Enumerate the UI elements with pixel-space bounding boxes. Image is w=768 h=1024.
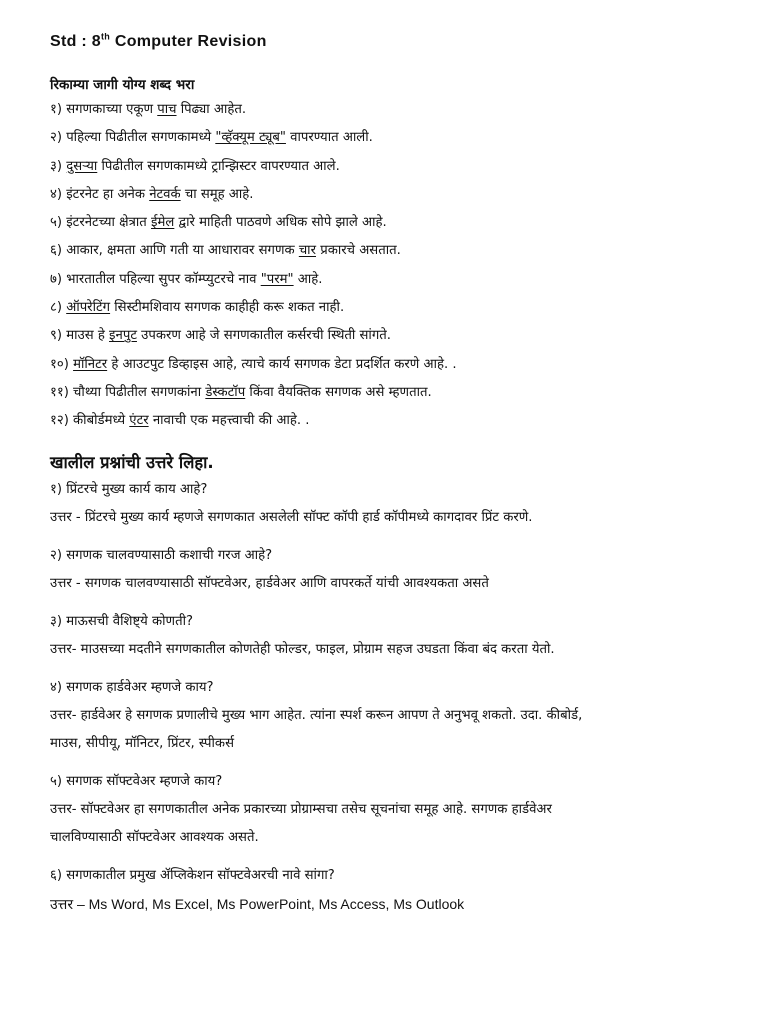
answer: उत्तर - सगणक चालवण्यासाठी सॉफ्टवेअर, हार्डवेअर आणि वापरकर्ते यांची आवश्यकता असते (50, 575, 489, 591)
list-item: ५) इंटरनेटच्या क्षेत्रात ईमेल द्वारे माहिती पाठवणे अधिक सोपे झाले आहे. (50, 215, 387, 231)
answer-blank: इनपुट (109, 328, 137, 344)
list-item: २) पहिल्या पिढीतील सगणकामध्ये "व्हॅक्यूम ट्यूब" वापरण्यात आली. (50, 130, 373, 146)
answer-blank: मॉनिटर (73, 356, 108, 372)
question: ४) सगणक हार्डवेअर म्हणजे काय? (50, 679, 214, 695)
qa-item (50, 476, 740, 532)
qa-item (50, 608, 740, 664)
list-item: १०) मॉनिटर हे आउटपुट डिव्हाइस आहे, त्याचे कार्य सगणक डेटा प्रदर्शित करणे आहे. . (50, 356, 457, 372)
list-item: १२) कीबोर्डमध्ये एंटर नावाची एक महत्त्वाची की आहे. . (50, 413, 310, 429)
list-item: ९) माउस हे इनपुट उपकरण आहे जे सगणकातील कर्सरची स्थिती सांगते. (50, 328, 391, 344)
qa-list (50, 476, 740, 918)
qa-item (50, 674, 740, 758)
question: ६) सगणकातील प्रमुख ॲप्लिकेशन सॉफ्टवेअरची नावे सांगा? (50, 867, 335, 883)
qa-heading: खालील प्रश्नांची उत्तरे लिहा. (50, 452, 214, 472)
list-item: ११) चौथ्या पिढीतील सगणकांना डेस्कटॉप किंवा वैयक्तिक सगणक असे म्हणतात. (50, 384, 432, 400)
answer-continued: माउस, सीपीयू, मॉनिटर, प्रिंटर, स्पीकर्स (50, 735, 234, 751)
answer: उत्तर- माउसच्या मदतीने सगणकातील कोणतेही फोल्डर, फाइल, प्रोग्राम सहज उघडता किंवा बंद करता येतो. (50, 641, 555, 657)
answer: उत्तर- सॉफ्टवेअर हा सगणकातील अनेक प्रकारच्या प्रोग्राम्सचा तसेच सूचनांचा समूह आहे. सगणक हार्डवेअर (50, 801, 552, 817)
answer-continued: चालविण्यासाठी सॉफ्टवेअर आवश्यक असते. (50, 829, 259, 845)
answer-blank: चार (298, 243, 316, 259)
answer-blank: ईमेल (151, 215, 175, 231)
answer-blank: "परम" (260, 271, 294, 287)
answer-blank: एंटर (129, 413, 149, 429)
answer-blank: पाच (157, 102, 177, 117)
answer-blank: ऑपरेटिंग (66, 300, 111, 316)
answer: उत्तर - प्रिंटरचे मुख्य कार्य म्हणजे सगणकात असलेली सॉफ्ट कॉपी हार्ड कॉपीमध्ये कागदावर प्रिंट करणे. (50, 509, 533, 525)
answer-blank: डेस्कटॉप (205, 384, 246, 400)
answer-blank: नेटवर्क (149, 186, 181, 202)
list-item: ६) आकार, क्षमता आणि गती या आधारावर सगणक चार प्रकारचे असतात. (50, 243, 401, 259)
qa-item (50, 542, 740, 598)
fill-blanks-heading: रिकाम्या जागी योग्य शब्द भरा (50, 77, 195, 93)
question: ३) माऊसची वैशिष्ट्ये कोणती? (50, 613, 194, 629)
question: ५) सगणक सॉफ्टवेअर म्हणजे काय? (50, 773, 223, 789)
list-item: १) सगणकाच्या एकूण पाच पिढ्या आहेत. (50, 102, 247, 117)
answer: उत्तर – Ms Word, Ms Excel, Ms PowerPoint, Ms Access, Ms Outlook (50, 895, 465, 912)
question: १) प्रिंटरचे मुख्य कार्य काय आहे? (50, 481, 208, 497)
list-item: ४) इंटरनेट हा अनेक नेटवर्क चा समूह आहे. (50, 186, 254, 202)
answer-blank: "व्हॅक्यूम ट्यूब" (215, 130, 286, 146)
qa-item (50, 768, 740, 852)
question: २) सगणक चालवण्यासाठी कशाची गरज आहे? (50, 547, 273, 563)
list-item: ८) ऑपरेटिंग सिस्टीमशिवाय सगणक काहीही करू शकत नाही. (50, 300, 345, 316)
document-title: Std : 8th Computer Revision (50, 31, 267, 50)
title-superscript: th (101, 31, 111, 42)
answer: उत्तर- हार्डवेअर हे सगणक प्रणालीचे मुख्य भाग आहेत. त्यांना स्पर्श करून आपण ते अनुभवू शकतो. उदा. कीबोर्ड, (50, 707, 583, 723)
fill-blanks-list (50, 96, 740, 436)
document-page (50, 28, 740, 926)
answer-blank: दुसऱ्या (66, 158, 98, 174)
list-item: ७) भारतातील पहिल्या सुपर कॉम्प्युटरचे नाव "परम" आहे. (50, 271, 323, 287)
list-item: ३) दुसऱ्या पिढीतील सगणकामध्ये ट्रान्झिस्टर वापरण्यात आले. (50, 158, 340, 174)
qa-item (50, 862, 740, 918)
